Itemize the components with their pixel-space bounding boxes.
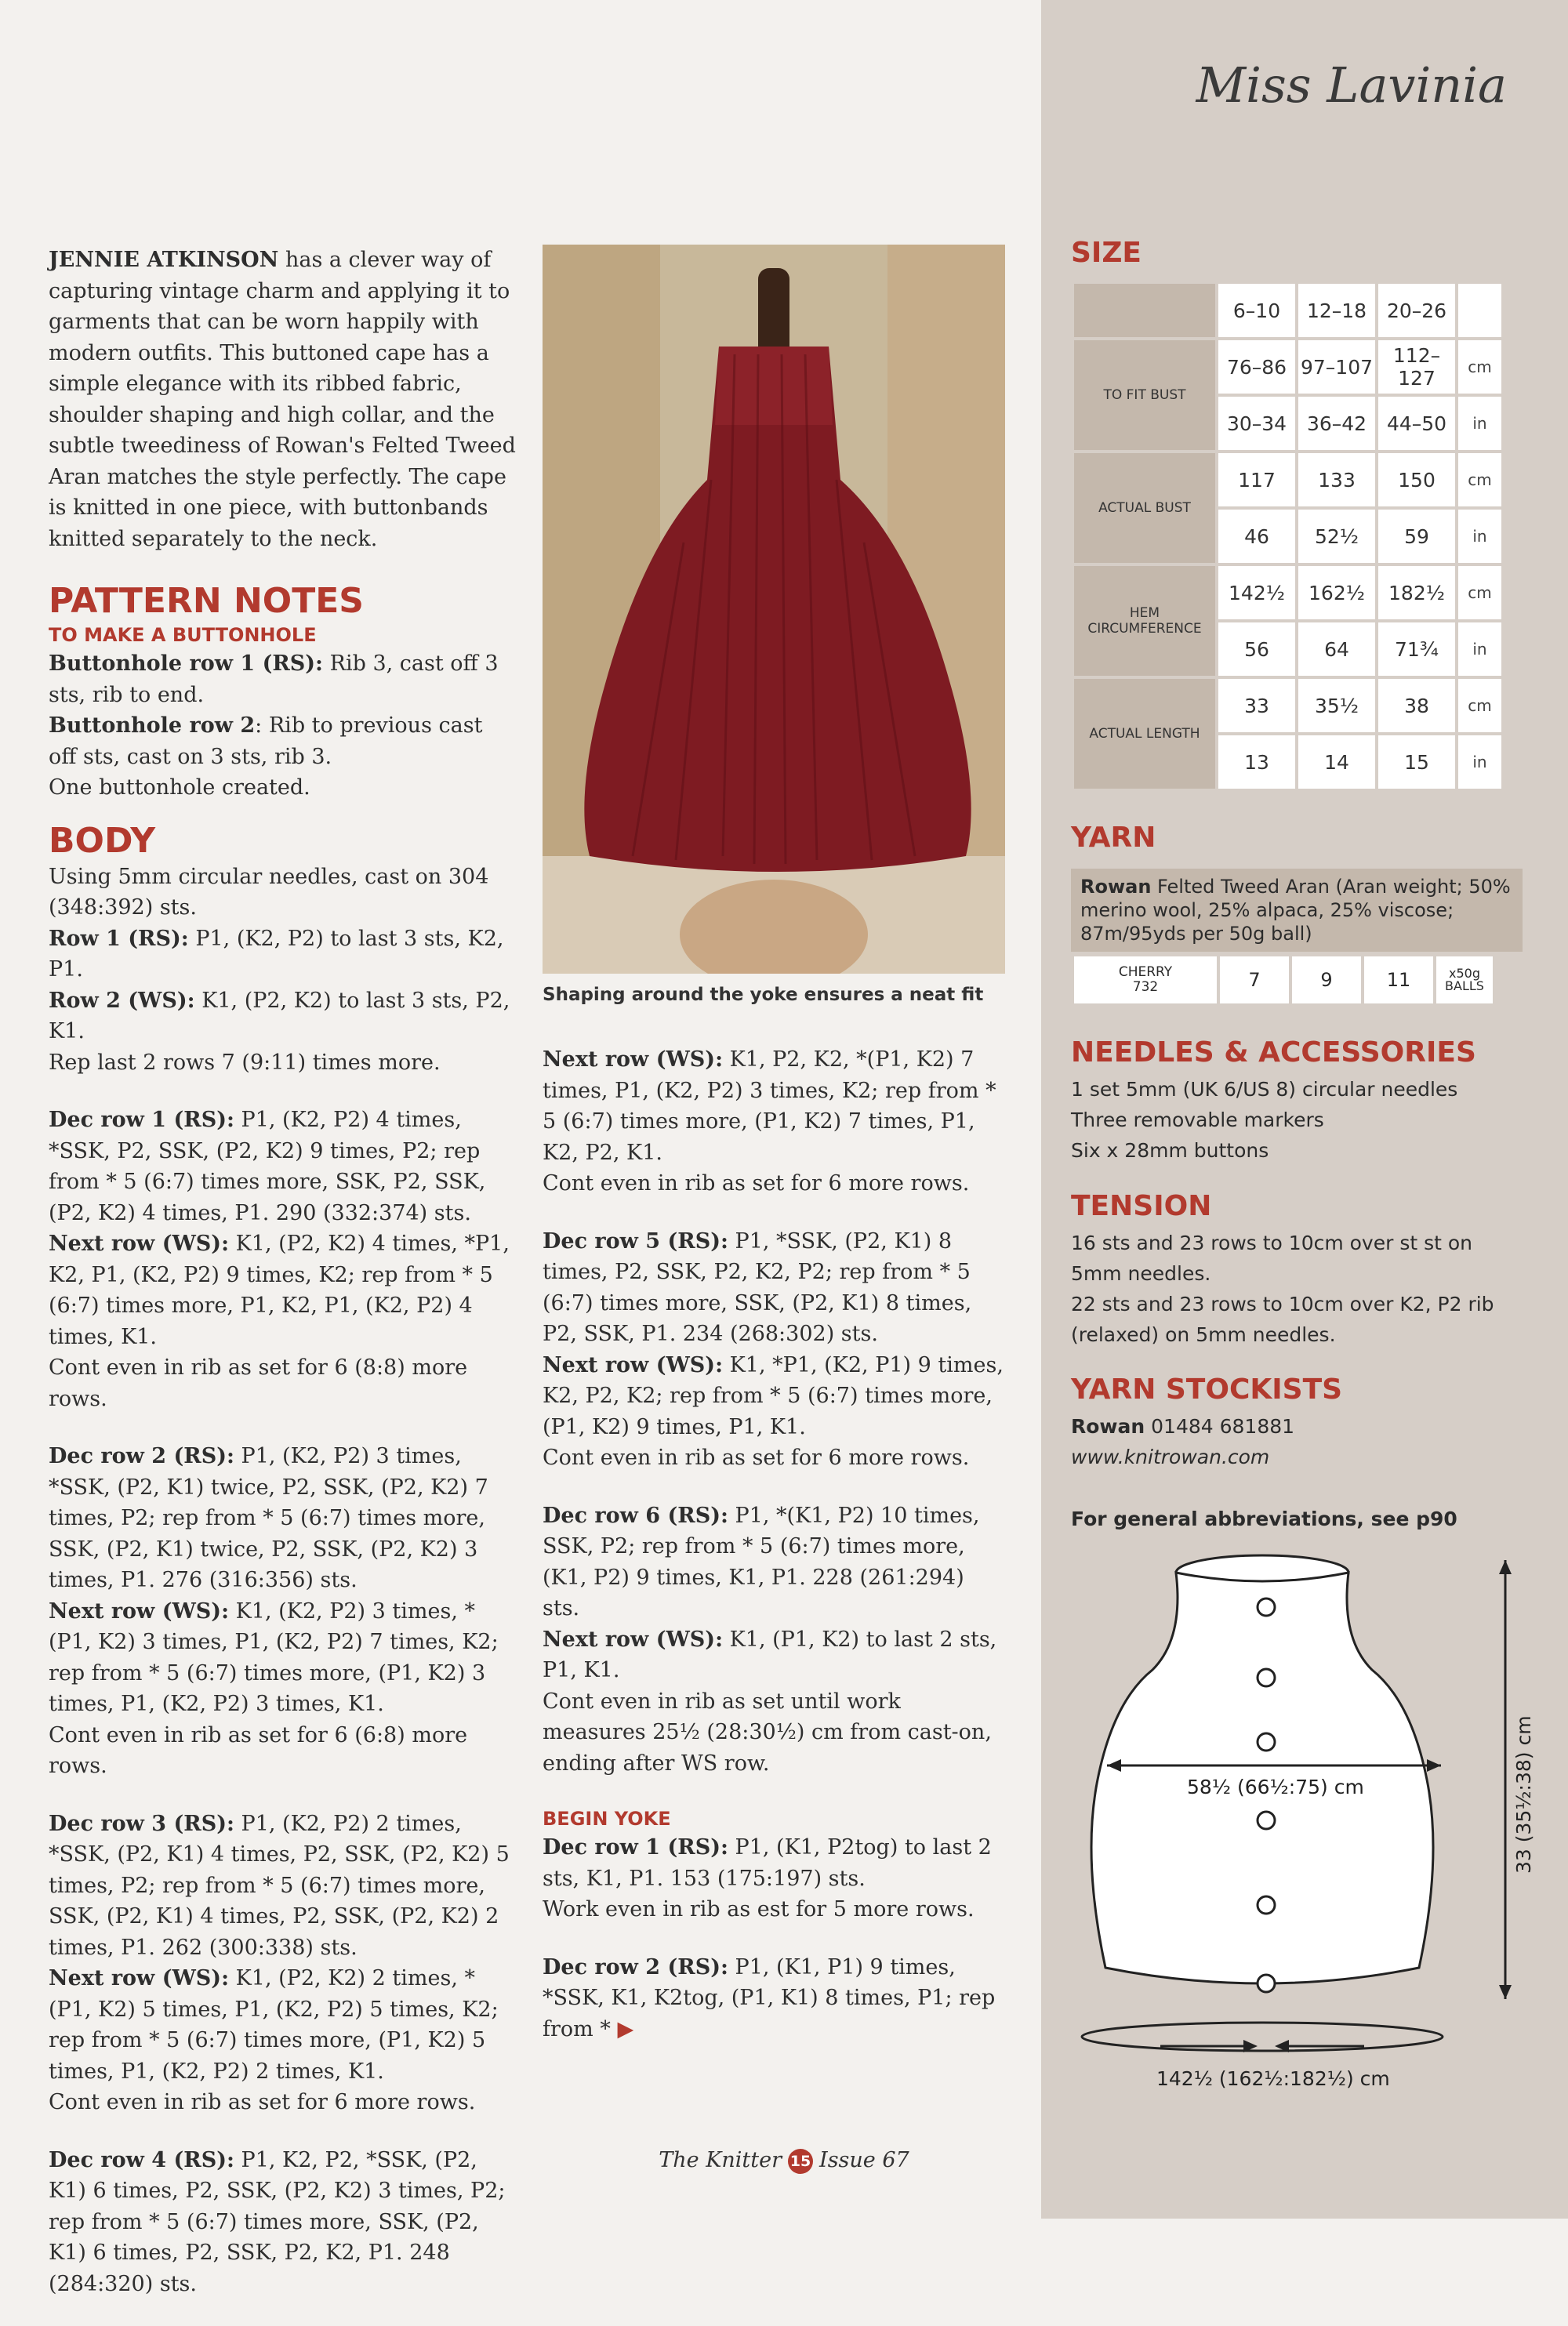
size-value: 33 [1218, 679, 1295, 732]
yarn-unit: x50g BALLS [1436, 956, 1493, 1003]
buttonhole-row1: Buttonhole row 1 (RS): Rib 3, cast off 3 sts, rib to end. [49, 651, 499, 707]
size-column-header: 12–18 [1298, 284, 1375, 337]
size-value: 15 [1378, 735, 1455, 789]
size-unit: cm [1458, 340, 1501, 394]
yarn-quantity-table [1071, 953, 1496, 1007]
stockists-text: Rowan 01484 681881 www.knitrowan.com [1071, 1411, 1294, 1472]
size-unit: in [1458, 735, 1501, 789]
dec-row-3: Dec row 3 (RS): P1, (K2, P2) 2 times, *SSK, (P2, K1) 4 times, P2, SSK, (P2, K2) 5 times, P2; rep from * 5 (6:7) times more, SSK, (P2, K1) 4 times, P2, SSK, (P2, K2) 2 times, P1. 262 (300:338) sts. Next row (WS): K1, (P2, K2) 2 times, *(P1, K2) 5 times, P1, (K2, P2) 5 times, K2; rep from * 5 (6:7) times more, (P1, K2) 5 times, P1, (K2, P2) 2 times, K1. Cont even in rib as set for 6 more rows. [49, 1811, 510, 2114]
stockist-website-link[interactable]: www.knitrowan.com [1071, 1446, 1270, 1468]
size-value: 162½ [1298, 566, 1375, 619]
size-value: 133 [1298, 453, 1375, 506]
continue-arrow-icon: ▶ [617, 2016, 634, 2041]
size-value: 71¾ [1378, 622, 1455, 676]
size-header-unit [1458, 284, 1501, 337]
yoke-dec-row-1: Dec row 1 (RS): P1, (K1, P2tog) to last 2 sts, K1, P1. 153 (175:197) sts. Work even in rib as est for 5 more rows. [543, 1835, 992, 1921]
size-value: 112–127 [1378, 340, 1455, 394]
abbreviations-note: For general abbreviations, see p90 [1071, 1508, 1457, 1530]
size-row-label: ACTUAL BUST [1074, 453, 1215, 563]
cape-schematic [1066, 1544, 1552, 2109]
body-cast-on: Using 5mm circular needles, cast on 304 (348:392) sts. [49, 864, 489, 920]
size-value: 14 [1298, 735, 1375, 789]
column-left [49, 245, 516, 2326]
size-unit: cm [1458, 453, 1501, 506]
page-footer: The Knitter 15 Issue 67 [659, 2148, 909, 2172]
yarn-heading: YARN [1071, 822, 1156, 854]
cape-illustration [543, 245, 1005, 974]
dec-row-2: Dec row 2 (RS): P1, (K2, P2) 3 times, *SSK, (P2, K1) twice, P2, SSK, (P2, K2) 7 times, P2; rep from * 5 (6:7) times more, SSK, (P2, K1) twice, P2, SSK, (P2, K2) 3 times, P1. 276 (316:356) sts. Next row (WS): K1, (K2, P2) 3 times, *(P1, K2) 3 times, P1, (K2, P2) 7 times, K2; rep from * 5 (6:7) times more, (P1, K2) 3 times, P1, (K2, P2) 3 times, K1. Cont even in rib as set for 6 (6:8) more rows. [49, 1444, 499, 1778]
size-value: 59 [1378, 510, 1455, 563]
dec-row-4-cont: Next row (WS): K1, P2, K2, *(P1, K2) 7 times, P1, (K2, P2) 3 times, K2; rep from * 5 (6:7) times more, (P1, K2) 7 times, P1, K2, P2, K1. Cont even in rib as set for 6 more rows. [543, 1047, 996, 1196]
size-unit: in [1458, 622, 1501, 676]
needles-heading: NEEDLES & ACCESSORIES [1071, 1036, 1476, 1069]
body-repeat: Rep last 2 rows 7 (9:11) times more. [49, 1050, 441, 1075]
size-unit: cm [1458, 679, 1501, 732]
author-name: JENNIE ATKINSON [49, 248, 279, 272]
dec-row-5: Dec row 5 (RS): P1, *SSK, (P2, K1) 8 times, P2, SSK, P2, K2, P2; rep from * 5 (6:7) times more, SSK, (P2, K1) 8 times, P2, SSK, P1. 234 (268:302) sts. Next row (WS): K1, *P1, (K2, P1) 9 times, K2, P2, K2; rep from * 5 (6:7) times more, (P1, K2) 9 times, P1, K1. Cont even in rib as set for 6 more rows. [543, 1228, 1004, 1470]
tension-text: 16 sts and 23 rows to 10cm over st st on 5mm needles. 22 sts and 23 rows to 10cm over K2, P2 rib (relaxed) on 5mm needles. [1071, 1232, 1494, 1346]
size-header-blank [1074, 284, 1215, 337]
size-row-label: HEM CIRCUMFERENCE [1074, 566, 1215, 676]
yarn-qty: 11 [1364, 956, 1433, 1003]
size-value: 76–86 [1218, 340, 1295, 394]
size-value: 46 [1218, 510, 1295, 563]
page-number: 15 [788, 2149, 813, 2174]
size-unit: in [1458, 510, 1501, 563]
body-heading: BODY [49, 820, 156, 861]
length-label: 33 (35½:38) cm [1512, 1715, 1535, 1874]
dec-row-1: Dec row 1 (RS): P1, (K2, P2) 4 times, *SSK, P2, SSK, (P2, K2) 9 times, P2; rep from * 5 (6:7) times more, SSK, P2, SSK, (P2, K2) 4 times, P1. 290 (332:374) sts. Next row (WS): K1, (P2, K2) 4 times, *P1, K2, P1, (K2, P2) 9 times, K2; rep from * 5 (6:7) times more, P1, K2, P1, (K2, P2) 4 times, K1. Cont even in rib as set for 6 (8:8) more rows. [49, 1108, 510, 1411]
size-unit: in [1458, 397, 1501, 450]
size-value: 35½ [1298, 679, 1375, 732]
width-label: 58½ (66½:75) cm [1187, 1776, 1364, 1798]
yoke-dec-row-2: Dec row 2 (RS): P1, (K1, P1) 9 times, *SSK, K1, K2tog, (P1, K1) 8 times, P1; rep from * ▶ [543, 1954, 996, 2041]
size-value: 13 [1218, 735, 1295, 789]
size-row-label: TO FIT BUST [1074, 340, 1215, 450]
needles-list: 1 set 5mm (UK 6/US 8) circular needles Three removable markers Six x 28mm buttons [1071, 1078, 1458, 1162]
yarn-qty: 7 [1220, 956, 1289, 1003]
yarn-qty: 9 [1292, 956, 1361, 1003]
body-row2: Row 2 (WS): K1, (P2, K2) to last 3 sts, P2, K1. [49, 988, 510, 1043]
yarn-shade: CHERRY 732 [1074, 956, 1217, 1003]
size-value: 36–42 [1298, 397, 1375, 450]
size-heading: SIZE [1071, 237, 1142, 269]
dec-row-6: Dec row 6 (RS): P1, *(K1, P2) 10 times, SSK, P2; rep from * 5 (6:7) times more, (K1, P2) 9 times, K1, P1. 228 (261:294) sts. Next row (WS): K1, (P1, K2) to last 2 sts, P1, K1. Cont even in rib as set until work measures 25½ (28:30½) cm from cast-on, ending after WS row. [543, 1503, 997, 1776]
size-table [1071, 281, 1504, 792]
photo-caption: Shaping around the yoke ensures a neat fit [543, 985, 984, 1005]
body-row1: Row 1 (RS): P1, (K2, P2) to last 3 sts, K2, P1. [49, 926, 504, 982]
size-value: 56 [1218, 622, 1295, 676]
size-value: 150 [1378, 453, 1455, 506]
hem-label: 142½ (162½:182½) cm [1156, 2067, 1390, 2090]
size-value: 117 [1218, 453, 1295, 506]
size-value: 142½ [1218, 566, 1295, 619]
buttonhole-row2: Buttonhole row 2: Rib to previous cast off sts, cast on 3 sts, rib 3. [49, 713, 483, 769]
stockists-heading: YARN STOCKISTS [1071, 1373, 1343, 1406]
size-value: 97–107 [1298, 340, 1375, 394]
tension-heading: TENSION [1071, 1190, 1212, 1222]
size-value: 44–50 [1378, 397, 1455, 450]
column-middle [543, 1044, 1005, 2071]
cape-photo [543, 245, 1005, 974]
size-value: 52½ [1298, 510, 1375, 563]
pattern-title: Miss Lavinia [1196, 56, 1507, 114]
size-row-label: ACTUAL LENGTH [1074, 679, 1215, 789]
size-unit: cm [1458, 566, 1501, 619]
dec-row-4: Dec row 4 (RS): P1, K2, P2, *SSK, (P2, K1) 6 times, P2, SSK, (P2, K2) 3 times, P2; rep from * 5 (6:7) times more, SSK, (P2, K1) 6 times, P2, SSK, P2, K2, P1. 248 (284:320) sts. [49, 2147, 506, 2296]
size-value: 30–34 [1218, 397, 1295, 450]
size-column-header: 6–10 [1218, 284, 1295, 337]
intro-paragraph: JENNIE ATKINSON has a clever way of capturing vintage charm and applying it to garments that can be worn happily with modern outfits. This buttoned cape has a simple elegance with its ribbed fabric, shoulder shaping and high collar, and the subtle tweediness of Rowan's Felted Tweed Aran matches the style perfectly. The cape is knitted in one piece, with buttonbands knitted separately to the neck. [49, 248, 516, 551]
yoke-heading: BEGIN YOKE [543, 1808, 671, 1830]
pattern-notes-heading: PATTERN NOTES [49, 581, 364, 621]
size-column-header: 20–26 [1378, 284, 1455, 337]
size-value: 64 [1298, 622, 1375, 676]
size-value: 38 [1378, 679, 1455, 732]
buttonhole-subheading: TO MAKE A BUTTONHOLE [49, 624, 317, 646]
buttonhole-result: One buttonhole created. [49, 775, 310, 800]
size-value: 182½ [1378, 566, 1455, 619]
yarn-description: Rowan Felted Tweed Aran (Aran weight; 50% merino wool, 25% alpaca, 25% viscose; 87m/95yds per 50g ball) [1071, 869, 1523, 952]
